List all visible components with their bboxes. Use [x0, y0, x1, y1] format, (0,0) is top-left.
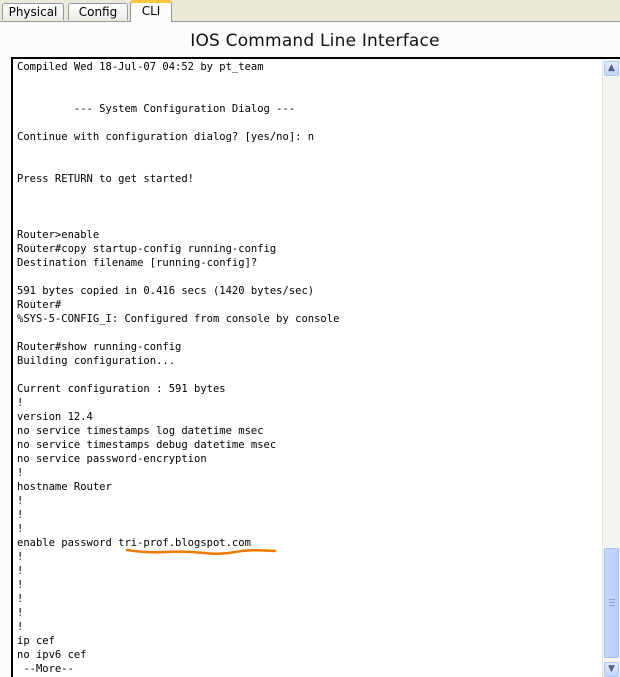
console-line: ! [17, 509, 24, 521]
console-line: ! [17, 495, 24, 507]
console-line: Router#copy startup-config running-config [17, 243, 277, 255]
console-line [17, 368, 600, 382]
console-line: Router# [17, 299, 62, 311]
console-line [17, 270, 600, 284]
console-output[interactable] [17, 59, 600, 676]
cli-console[interactable] [11, 57, 620, 677]
scroll-down-arrow-icon[interactable]: ▼ [604, 662, 619, 677]
console-line: no service password-encryption [17, 453, 207, 465]
console-line: --- System Configuration Dialog --- [17, 103, 296, 115]
tab-physical[interactable]: Physical [2, 3, 64, 20]
console-line: Router>enable [17, 229, 100, 241]
console-line: ! [17, 621, 24, 633]
console-line [17, 200, 600, 214]
vertical-scrollbar[interactable] [602, 59, 620, 677]
console-line: version 12.4 [17, 411, 93, 423]
console-line: ! [17, 579, 24, 591]
console-line [17, 144, 600, 158]
console-line: no ipv6 cef [17, 649, 87, 661]
console-line: ! [17, 565, 24, 577]
console-line: ! [17, 523, 24, 535]
tab-cli[interactable]: CLI [130, 0, 172, 22]
console-line: enable password tri-prof.blogspot.com [17, 537, 251, 549]
console-line: Building configuration... [17, 355, 176, 367]
scrollbar-thumb[interactable] [604, 548, 619, 658]
console-line: --More-- [17, 663, 74, 675]
console-line: ! [17, 593, 24, 605]
console-line: ! [17, 607, 24, 619]
console-line: 591 bytes copied in 0.416 secs (1420 bytes/sec) [17, 285, 315, 297]
console-line: ! [17, 551, 24, 563]
tab-bar [0, 0, 620, 22]
console-line: Current configuration : 591 bytes [17, 383, 226, 395]
console-line [17, 186, 600, 200]
console-line: no service timestamps log datetime msec [17, 425, 264, 437]
console-line: ! [17, 467, 24, 479]
console-line [17, 74, 600, 88]
console-line: Press RETURN to get started! [17, 173, 195, 185]
console-line: %SYS-5-CONFIG_I: Configured from console by console [17, 313, 340, 325]
console-line [17, 214, 600, 228]
console-line [17, 116, 600, 130]
console-line [17, 158, 600, 172]
console-line: Continue with configuration dialog? [yes/no]: n [17, 131, 315, 143]
scroll-up-arrow-icon[interactable]: ▲ [604, 61, 619, 76]
tab-config[interactable]: Config [68, 3, 128, 20]
console-line: ip cef [17, 635, 55, 647]
console-line: Router#show running-config [17, 341, 182, 353]
console-line: hostname Router [17, 481, 112, 493]
console-line: Compiled Wed 18-Jul-07 04:52 by pt_team [17, 61, 264, 73]
console-line [17, 88, 600, 102]
console-line [17, 326, 600, 340]
console-line: Destination filename [running-config]? [17, 257, 258, 269]
console-line: no service timestamps debug datetime msec [17, 439, 277, 451]
panel-title: IOS Command Line Interface [190, 31, 440, 51]
password-underline-annotation [125, 544, 279, 558]
console-line: ! [17, 397, 24, 409]
